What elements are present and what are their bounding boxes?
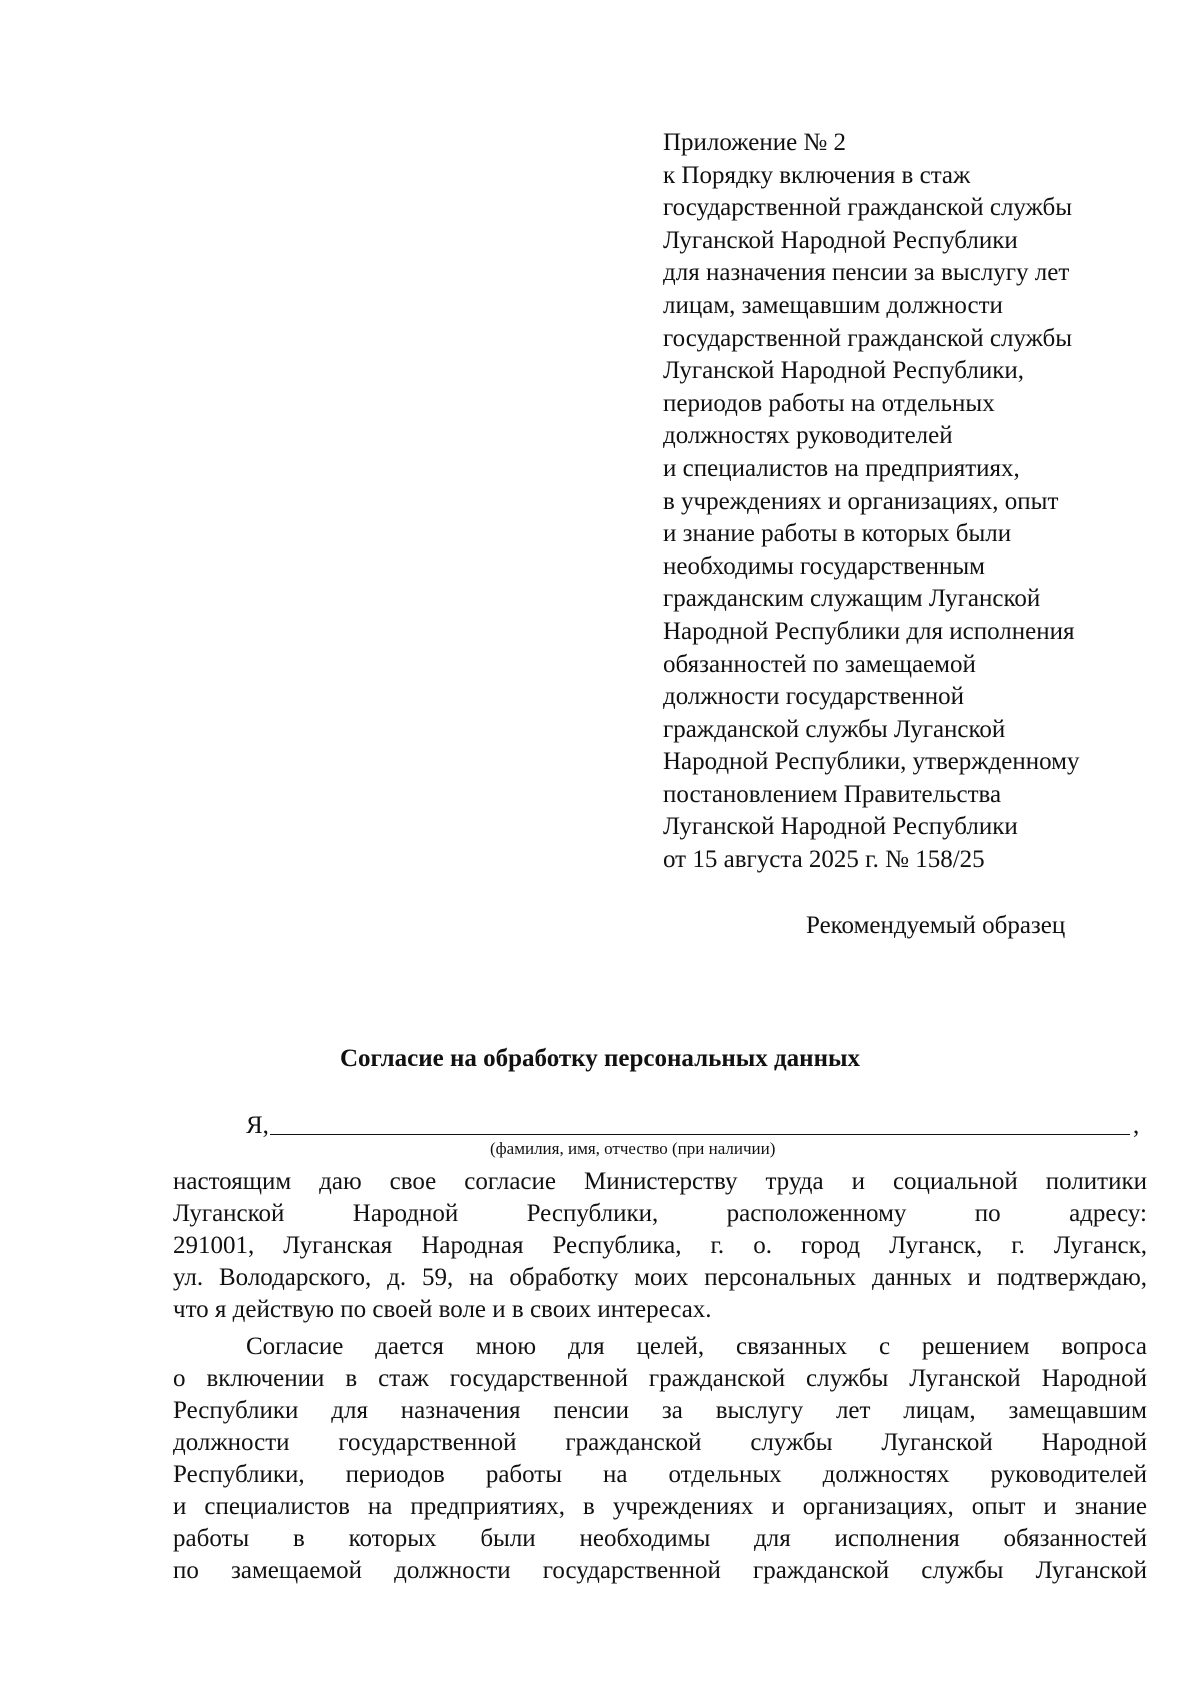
ya-prefix: Я, [246,1112,269,1139]
appendix-line: постановлением Правительства [663,780,1002,808]
paragraph2-line: и специалистов на предприятиях, в учреждениях и организациях, опыт и знание [173,1493,1147,1520]
paragraph1-line: ул. Володарского, д. 59, на обработку моих персональных данных и подтверждаю, [173,1264,1147,1291]
appendix-line: и знание работы в которых были [663,520,1012,548]
paragraph2-line: Согласие дается мною для целей, связанных с решением вопроса [246,1333,1147,1360]
paragraph2-line: Республики, периодов работы на отдельных должностях руководителей [173,1461,1147,1488]
paragraph1-line: настоящим даю свое согласие Министерству труда и социальной политики [173,1168,1147,1195]
ya-suffix: , [1133,1112,1140,1139]
appendix-line: лицам, замещавшим должности [663,291,1003,319]
appendix-line: Приложение № 2 [663,129,847,156]
appendix-line: Луганской Народной Республики [663,226,1018,254]
name-fill-line [270,1134,1130,1135]
appendix-block [663,127,1163,877]
appendix-line: должности государственной [663,683,964,711]
appendix-line: периодов работы на отдельных [663,389,995,417]
paragraph2-line: о включении в стаж государственной гражданской службы Луганской Народной [173,1365,1147,1392]
paragraph1-line: что я действую по своей воле и в своих интересах. [173,1296,712,1323]
paragraph2-line: Республики для назначения пенсии за выслугу лет лицам, замещавшим [173,1397,1147,1424]
appendix-line: Луганской Народной Республики [663,813,1018,841]
appendix-line: и специалистов на предприятиях, [663,454,1020,482]
appendix-line: в учреждениях и организациях, опыт [663,487,1059,515]
appendix-line: государственной гражданской службы [663,194,1073,222]
appendix-line: от 15 августа 2025 г. № 158/25 [663,846,985,874]
appendix-line: к Порядку включения в стаж [663,161,971,189]
appendix-line: обязанностей по замещаемой [663,650,976,678]
appendix-line: должностях руководителей [663,422,953,450]
paragraph2-line: по замещаемой должности государственной гражданской службы Луганской [173,1557,1147,1584]
appendix-line: гражданской службы Луганской [663,715,1006,743]
paragraph1-line: Луганской Народной Республики, расположенному по адресу: [173,1200,1147,1227]
paragraph1-line: 291001, Луганская Народная Республика, г. о. город Луганск, г. Луганск, [173,1232,1147,1259]
appendix-line: Народной Республики, утвержденному [663,748,1080,776]
name-field-hint: (фамилия, имя, отчество (при наличии) [490,1139,776,1158]
appendix-line: гражданским служащим Луганской [663,585,1041,613]
appendix-line: государственной гражданской службы [663,324,1073,352]
paragraph2-line: должности государственной гражданской службы Луганской Народной [173,1429,1147,1456]
appendix-line: для назначения пенсии за выслугу лет [663,259,1070,287]
appendix-line: Луганской Народной Республики, [663,357,1024,385]
appendix-line: Народной Республики для исполнения [663,617,1075,645]
paragraph2-line: работы в которых были необходимы для исполнения обязанностей [173,1525,1147,1552]
appendix-line: необходимы государственным [663,552,985,580]
recommended-sample-label: Рекомендуемый образец [806,912,1066,939]
document-title: Согласие на обработку персональных данных [339,1045,860,1072]
